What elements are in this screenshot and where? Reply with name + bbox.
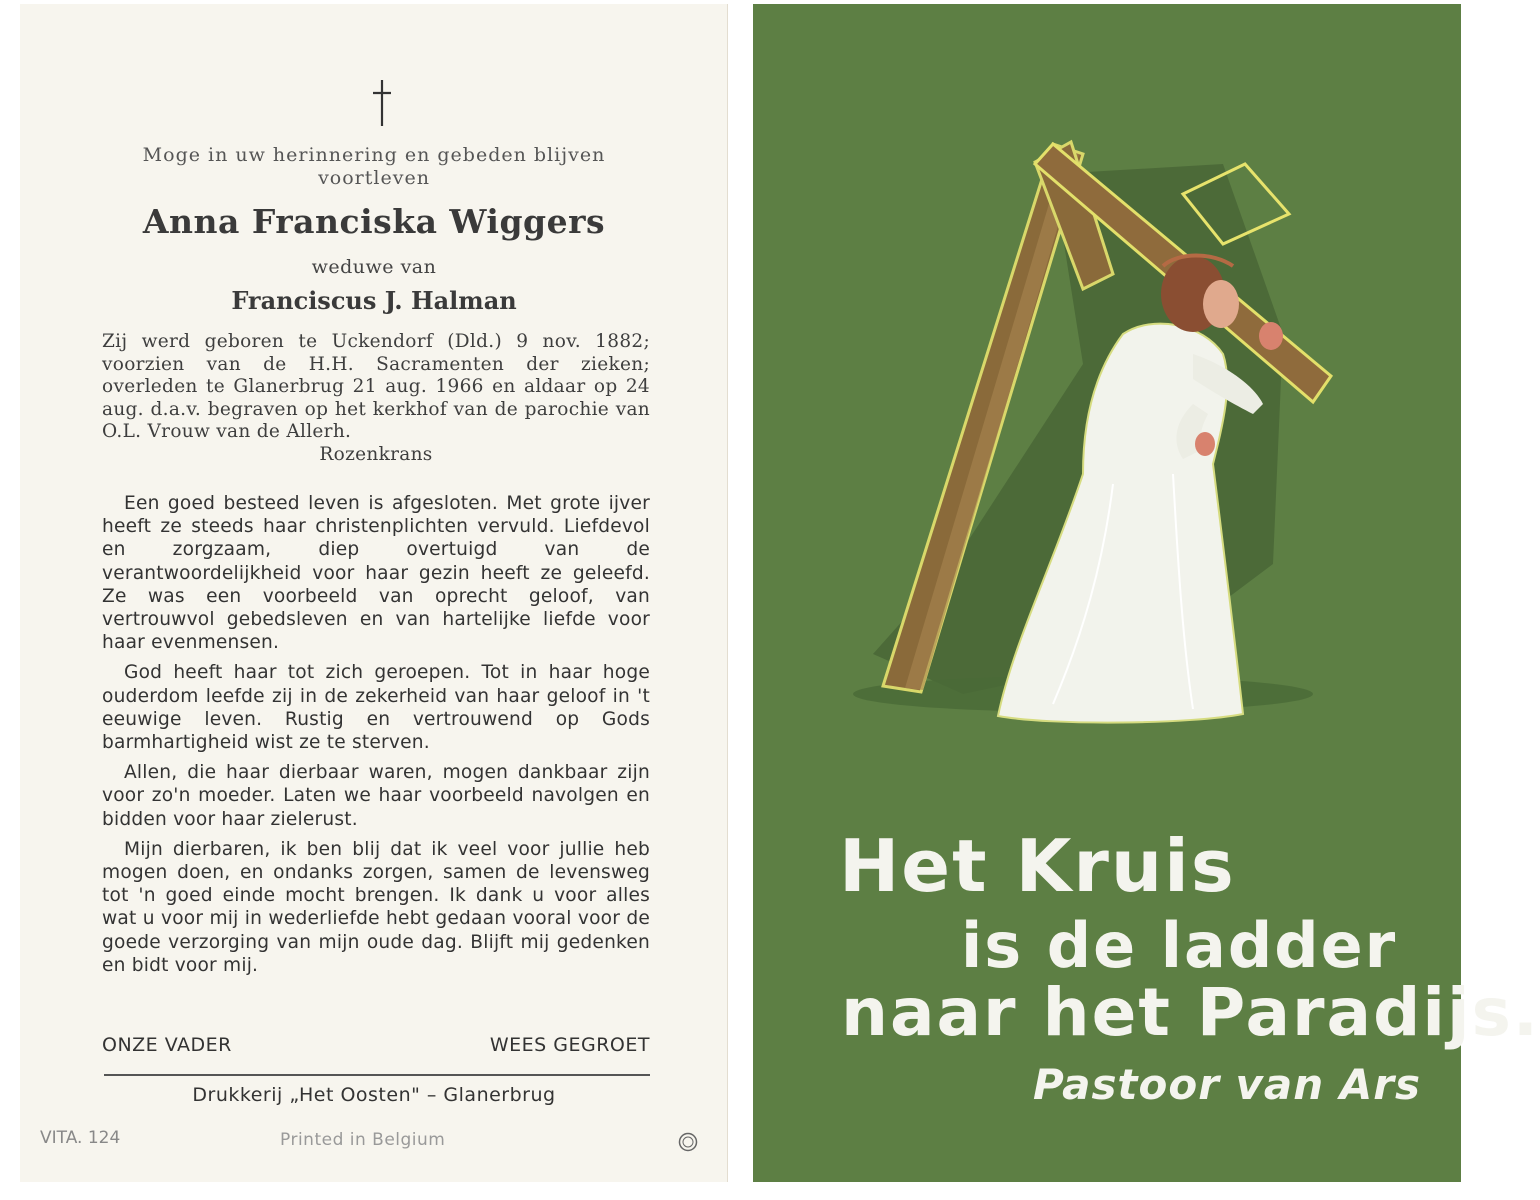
prayers-row	[102, 1034, 650, 1056]
biography	[102, 331, 650, 467]
paragraph-text: Een goed besteed leven is afgesloten. Met grote ijver heeft ze steeds haar christenplichten vervuld. Liefdevol en zorgzaam, diep overtuigd van de verantwoordelijkheid voor haar gezin heeft ze geleefd. Ze was een voorbeeld van oprecht geloof, van vertrouwvol gebedsleven en van hartelijke liefde voor haar evenmensen.	[102, 493, 650, 654]
prayer-onze-vader: ONZE VADER	[102, 1034, 232, 1056]
intro-text: Moge in uw herinnering en gebeden blijven voortleven	[142, 144, 606, 189]
husband-name: Franciscus J. Halman	[231, 286, 517, 315]
paragraph	[102, 838, 650, 977]
christ-carrying-cross-illustration	[753, 4, 1461, 764]
motto-line-1: Het Kruis	[839, 824, 1236, 908]
memorial-card-image-side	[753, 4, 1540, 1182]
paragraph	[102, 761, 650, 831]
paragraph	[102, 492, 650, 654]
biography-text: Zij werd geboren te Uckendorf (Dld.) 9 nov. 1882; voorzien van de H.H. Sacramenten der zieken; overleden te Glanerbrug 21 aug. 1966 en aldaar op 24 aug. d.a.v. begraven op het kerkhof van de parochie van O.L. Vrouw van de Allerh.	[102, 331, 650, 443]
prayer-wees-gegroet: WEES GEGROET	[489, 1034, 650, 1056]
cross-icon	[370, 78, 394, 128]
motto-line-3: naar het Paradijs.	[841, 974, 1540, 1051]
widow-of-label: weduwe van	[311, 256, 437, 278]
paragraph-text: Mijn dierbaren, ik ben blij dat ik veel voor jullie heb mogen doen, en ondanks zorgen, samen de levensweg tot 'n goed einde mocht brengen. Ik dank u voor alles wat u voor mij in wederliefde hebt gedaan vooral voor de goede verzorging van mijn oude dag. Blijft mij gedenken en bidt voor mij.	[102, 838, 650, 976]
printer-seal-icon	[678, 1132, 698, 1152]
memorial-card-text-side	[20, 4, 728, 1182]
catalog-number: VITA. 124	[40, 1128, 121, 1148]
paragraph	[102, 661, 650, 754]
biography-last-line: Rozenkrans	[319, 443, 433, 465]
deceased-name: Anna Franciska Wiggers	[142, 202, 606, 241]
motto-line-2: is de ladder	[961, 909, 1398, 982]
paragraph-text: God heeft haar tot zich geroepen. Tot in haar hoge ouderdom leefde zij in de zekerheid van haar geloof in 't eeuwige leven. Rustig en vertrouwend op Gods barmhartigheid wist ze te sterven.	[102, 662, 650, 754]
printer-credit: Drukkerij „Het Oosten" – Glanerbrug	[192, 1084, 556, 1106]
paragraph-text: Allen, die haar dierbaar waren, mogen dankbaar zijn voor zo'n moeder. Laten we haar voorbeeld navolgen en bidden voor haar zielerust.	[102, 762, 650, 830]
memorial-paragraphs	[102, 492, 650, 984]
printed-in-label: Printed in Belgium	[280, 1130, 446, 1150]
divider	[104, 1074, 650, 1076]
motto-attribution: Pastoor van Ars	[1033, 1060, 1422, 1109]
